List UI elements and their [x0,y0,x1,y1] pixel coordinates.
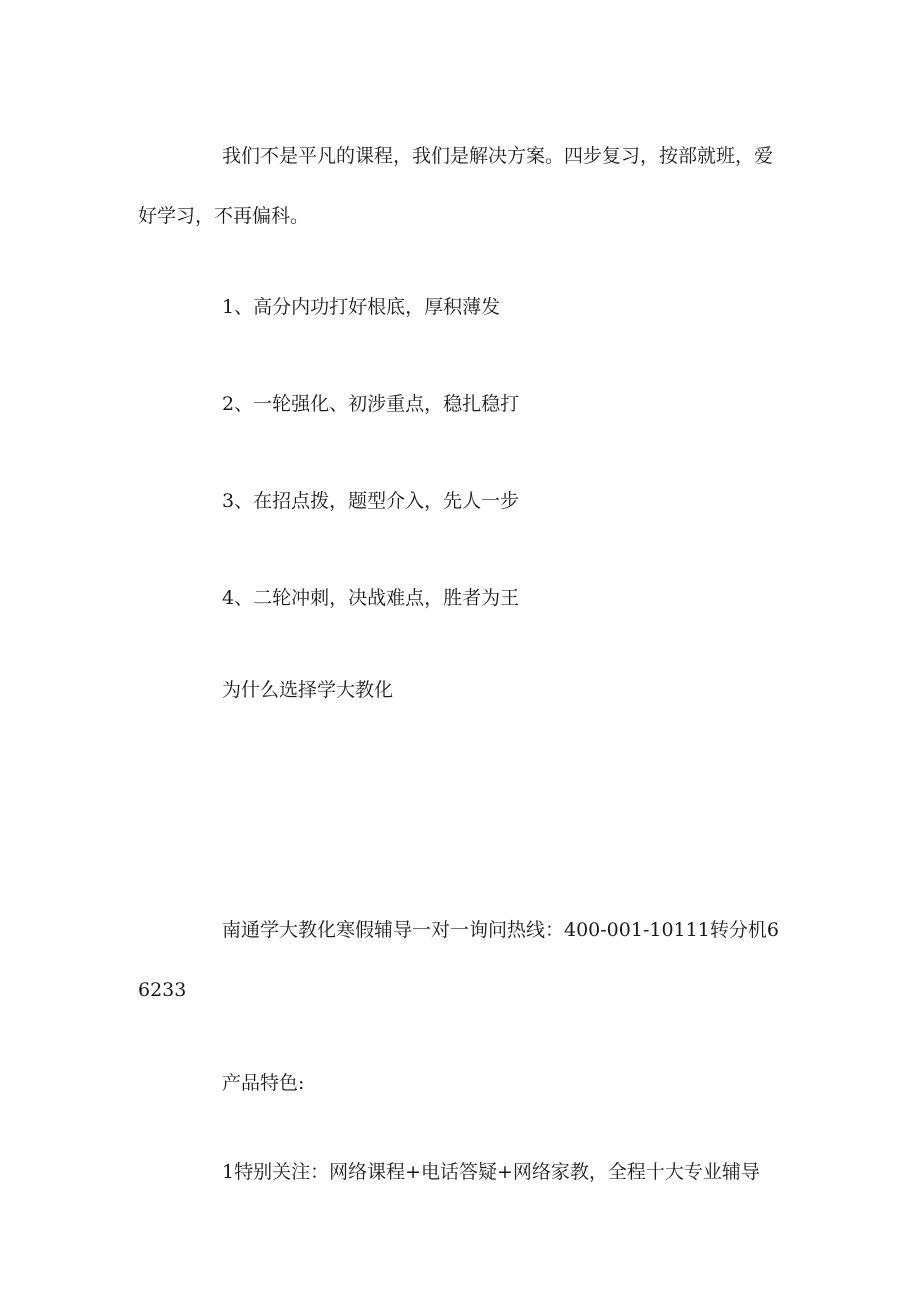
features-heading: 产品特色: [222,1072,305,1094]
step-item-4: 4、二轮冲刺，决战难点，胜者为王 [222,587,520,609]
step-item-3: 3、在招点拨，题型介入，先人一步 [222,490,520,512]
hotline-paragraph: 南通学大教化寒假辅导一对一询问热线：400-001-10111转分机66233 [138,919,779,1001]
step-item-1: 1、高分内功打好根底，厚积薄发 [222,296,501,318]
intro-paragraph: 我们不是平凡的课程，我们是解决方案。四步复习，按部就班，爱好学习，不再偏科。 [138,145,774,227]
step-item-2: 2、一轮强化、初涉重点，稳扎稳打 [222,393,520,415]
why-heading: 为什么选择学大教化 [222,679,394,701]
feature-item-1: 1特别关注：网络课程+电话答疑+网络家教，全程十大专业辅导 [222,1161,760,1183]
